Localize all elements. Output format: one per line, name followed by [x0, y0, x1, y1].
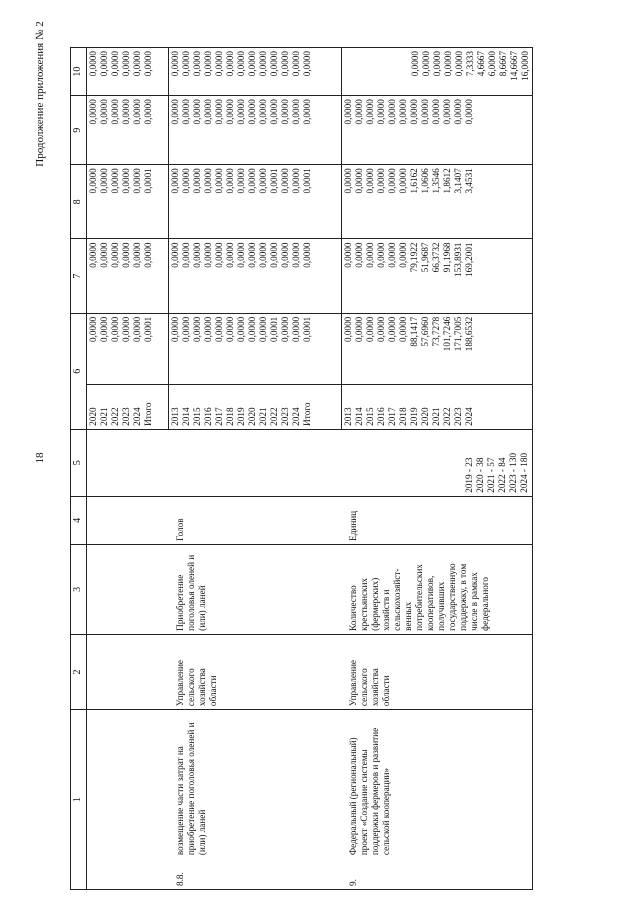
column-header: 8: [71, 165, 87, 239]
table-row: [169, 48, 342, 890]
target-values: [342, 429, 533, 496]
column-header: 3: [71, 544, 87, 634]
col10-values: 0,0000 0,0000 0,0000 0,0000 0,0000 0,0000 0,0000 0,0000 0,0000 0,0000 0,0000 0,0000 0,0000: [169, 48, 342, 96]
col8-values: 0,0000 0,0000 0,0000 0,0000 0,0000 0,0001: [87, 165, 169, 239]
years: 2013 2014 2015 2016 2017 2018 2019 2020 2021 2022 2023 2024: [342, 384, 533, 429]
col7-values: 0,0000 0,0000 0,0000 0,0000 0,0000 0,0000 0,0000 0,0000 0,0000 0,0000 0,0000 0,0000 0,0000: [169, 239, 342, 313]
col6-values: 0,0000 0,0000 0,0000 0,0000 0,0000 0,0001: [87, 313, 169, 384]
column-header: 9: [71, 96, 87, 165]
table-row: [87, 48, 169, 890]
col6-values: 0,0000 0,0000 0,0000 0,0000 0,0000 0,0000 88,1417 57,6960 73,7278 101,7246 171,7005 188,6532: [342, 313, 533, 384]
column-header: 10: [71, 48, 87, 96]
target-values: [87, 429, 169, 496]
column-header: 6: [71, 313, 87, 429]
col9-values: 0,0000 0,0000 0,0000 0,0000 0,0000 0,0000 0,0000 0,0000 0,0000 0,0000 0,0000 0,0000: [342, 96, 533, 165]
indicator-name: Приобретение поголовья оленей и (или) ланей: [169, 544, 342, 634]
indicator-name: [87, 544, 169, 634]
column-header: 1: [71, 710, 87, 890]
col7-values: 0,0000 0,0000 0,0000 0,0000 0,0000 0,0000: [87, 239, 169, 313]
header-row: [71, 48, 87, 890]
column-header: 5: [71, 429, 87, 496]
col10-values: 0,0000 0,0000 0,0000 0,0000 0,0000 7,3333 4,6667 6,0000 8,6667 14,6667 16,0000: [342, 48, 533, 96]
column-header: 4: [71, 496, 87, 544]
table-container: [70, 47, 615, 890]
row-number: 9.: [342, 858, 533, 889]
executor: Управление сельского хозяйства области: [169, 634, 342, 709]
years: 2013 2014 2015 2016 2017 2018 2019 2020 2021 2022 2023 2024 Итого: [169, 384, 342, 429]
column-header: 2: [71, 634, 87, 709]
executor: Управление сельского хозяйства области: [342, 634, 533, 709]
unit: Единиц: [342, 496, 533, 544]
event-name: возмещение части затрат на приобретение поголовья оленей и (или) ланей: [174, 722, 207, 856]
continuation-label: Продолжение приложения № 2: [34, 21, 46, 167]
target-values-text: 2019 - 23 2020 - 38 2021 - 57 2022 - 84 2023 - 130 2024 - 180: [464, 452, 530, 493]
col9-values: 0,0000 0,0000 0,0000 0,0000 0,0000 0,0000: [87, 96, 169, 165]
event-name: Федеральный (региональный) проект «Создание системы поддержки фермеров и развитие сельской кооперации»: [342, 710, 533, 859]
event-name: [87, 710, 169, 859]
target-values: [169, 429, 342, 496]
column-header: 7: [71, 239, 87, 313]
col8-values: 0,0000 0,0000 0,0000 0,0000 0,0000 0,0000 0,0000 0,0000 0,0000 0,0001 0,0000 0,0000 0,0001: [169, 165, 342, 239]
indicator-name: Количество крестьянских (фермерских) хозяйств и сельскохозяйст-венных потребительских кооперативов, получивших государственную поддержку, в том числе в рамках федерального: [342, 544, 533, 634]
data-table: [70, 47, 533, 890]
col6-values: 0,0000 0,0000 0,0000 0,0000 0,0000 0,0000 0,0000 0,0000 0,0000 0,0001 0,0000 0,0000 0,0001: [169, 313, 342, 384]
page-number: 18: [34, 452, 46, 464]
col9-values: 0,0000 0,0000 0,0000 0,0000 0,0000 0,0000 0,0000 0,0000 0,0000 0,0000 0,0000 0,0000 0,0000: [169, 96, 342, 165]
row-number: [87, 858, 169, 889]
col8-values: 0,0000 0,0000 0,0000 0,0000 0,0000 0,0000 1,6162 1,0606 1,3546 1,8612 3,1407 3,4531: [342, 165, 533, 239]
col10-values: 0,0000 0,0000 0,0000 0,0000 0,0000 0,0000: [87, 48, 169, 96]
years: 2020 2021 2022 2023 2024 Итого: [87, 384, 169, 429]
unit: Голов: [169, 496, 342, 544]
row-number: 8.8.: [169, 858, 342, 889]
col7-values: 0,0000 0,0000 0,0000 0,0000 0,0000 0,0000 79,1922 51,9687 66,3732 91,1968 153,8931 169,2001: [342, 239, 533, 313]
executor: [87, 634, 169, 709]
table-row: [342, 48, 533, 890]
unit: [87, 496, 169, 544]
